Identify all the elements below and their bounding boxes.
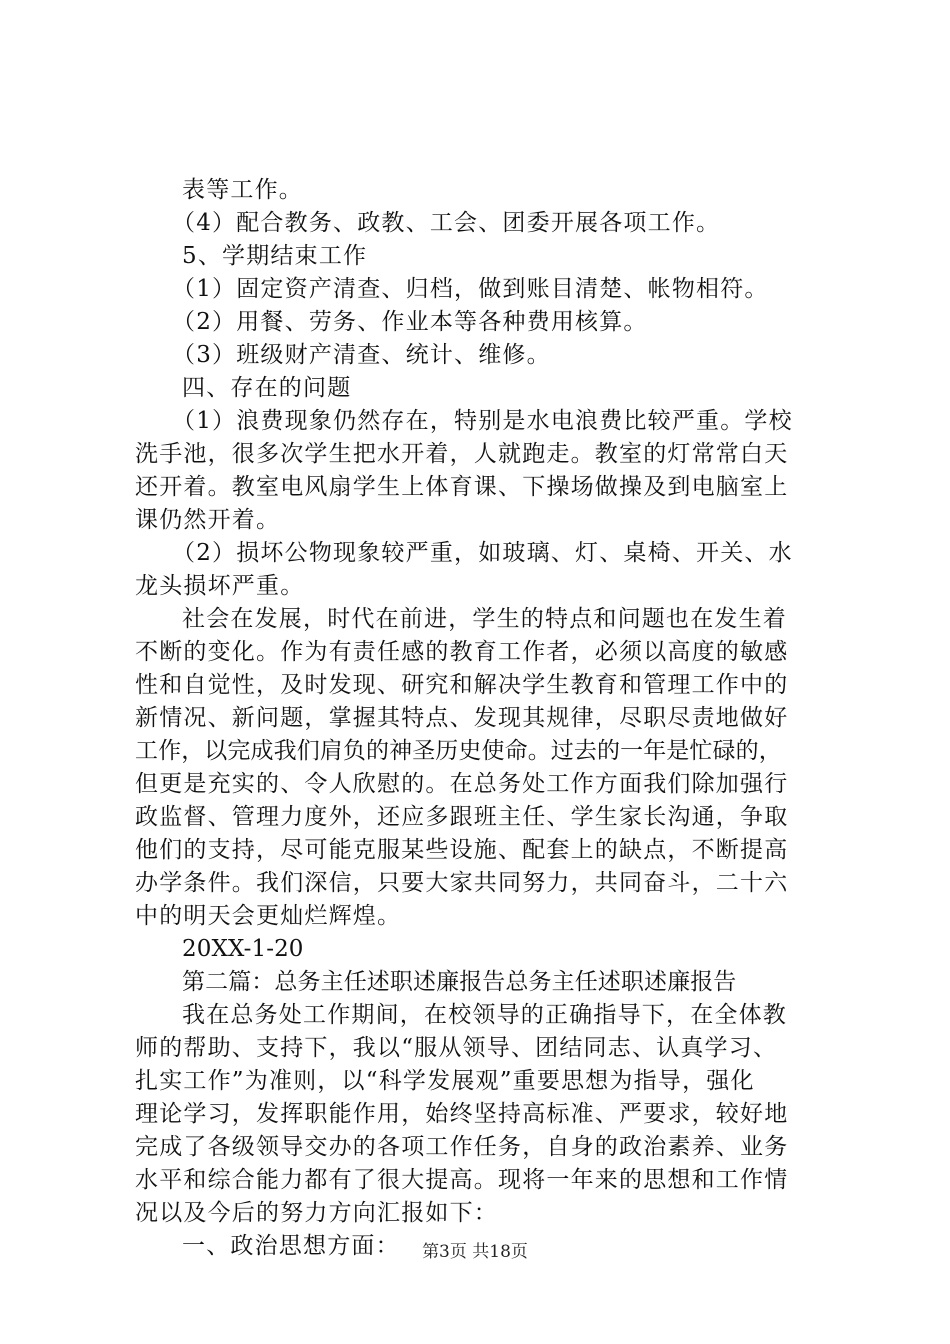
- section-heading: 5、学期结束工作: [182, 243, 368, 269]
- text-line: 他们的支持，尽可能克服某些设施、配套上的缺点，不断提高: [135, 837, 789, 863]
- text-line: 新情况、新问题，掌握其特点、发现其规律，尽职尽责地做好: [135, 705, 789, 731]
- text-line: 但更是充实的、令人欣慰的。在总务处工作方面我们除加强行: [135, 771, 789, 797]
- text-line: 社会在发展，时代在前进，学生的特点和问题也在发生着: [182, 606, 787, 632]
- text-line: 中的明天会更灿烂辉煌。: [135, 903, 402, 929]
- text-line: 工作，以完成我们肩负的神圣历史使命。过去的一年是忙碌的，: [135, 738, 782, 764]
- text-line: 不断的变化。作为有责任感的教育工作者，必须以高度的敏感: [135, 639, 789, 665]
- text-line: 师的帮助、支持下，我以“服从领导、团结同志、认真学习、: [135, 1035, 778, 1061]
- page-footer: 第3页 共18页: [422, 1242, 528, 1262]
- text-line: 性和自觉性，及时发现、研究和解决学生教育和管理工作中的: [135, 672, 789, 698]
- text-line: 办学条件。我们深信，只要大家共同努力，共同奋斗，二十六: [135, 870, 789, 896]
- section-heading: 一、政治思想方面：: [182, 1233, 400, 1259]
- text-line: 还开着。教室电风扇学生上体育课、下操场做操及到电脑室上: [135, 474, 789, 500]
- text-line: 理论学习，发挥职能作用，始终坚持高标准、严要求，较好地: [135, 1101, 789, 1127]
- text-line: （1）浪费现象仍然存在，特别是水电浪费比较严重。学校: [172, 408, 793, 434]
- text-line: 政监督、管理力度外，还应多跟班主任、学生家长沟通，争取: [135, 804, 789, 830]
- text-line: 龙头损坏严重。: [135, 573, 305, 599]
- list-item: （4）配合教务、政教、工会、团委开展各项工作。: [172, 210, 721, 236]
- list-item: （2）用餐、劳务、作业本等各种费用核算。: [172, 309, 648, 335]
- list-item: （3）班级财产清查、统计、维修。: [172, 342, 551, 368]
- text-line: 水平和综合能力都有了很大提高。现将一年来的思想和工作情: [135, 1167, 789, 1193]
- text-line: 况以及今后的努力方向汇报如下：: [135, 1200, 498, 1226]
- text-line: 洗手池，很多次学生把水开着，人就跑走。教室的灯常常白天: [135, 441, 789, 467]
- date-line: 20XX-1-20: [182, 936, 304, 962]
- section-heading: 四、存在的问题: [182, 375, 352, 401]
- text-line: 扎实工作”为准则，以“科学发展观”重要思想为指导，强化: [135, 1068, 755, 1094]
- text-line: 我在总务处工作期间，在校领导的正确指导下，在全体教: [182, 1002, 787, 1028]
- text-line: 课仍然开着。: [135, 507, 281, 533]
- list-item: （1）固定资产清查、归档，做到账目清楚、帐物相符。: [172, 276, 769, 302]
- text-line: （2）损坏公物现象较严重，如玻璃、灯、桌椅、开关、水: [172, 540, 793, 566]
- text-line: 完成了各级领导交办的各项工作任务，自身的政治素养、业务: [135, 1134, 789, 1160]
- text-line: 表等工作。: [182, 177, 303, 203]
- chapter-title: 第二篇：总务主任述职述廉报告总务主任述职述廉报告: [182, 969, 737, 995]
